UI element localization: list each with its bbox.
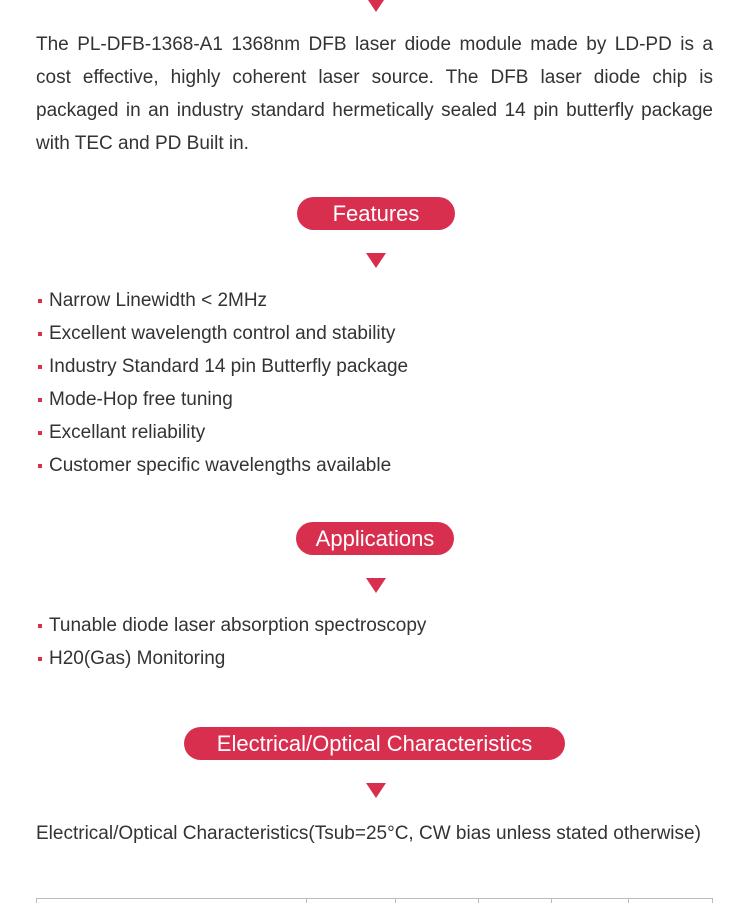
applications-arrow-icon [366,578,386,593]
bullet-icon [38,299,42,303]
list-item: Excellent wavelength control and stability [36,317,408,350]
features-arrow-icon [366,253,386,268]
list-item: Narrow Linewidth < 2MHz [36,284,408,317]
features-heading: Features [297,197,455,230]
applications-list [36,609,426,675]
list-item: Customer specific wavelengths available [36,449,408,482]
bullet-icon [38,624,42,628]
list-item: Mode-Hop free tuning [36,383,408,416]
bullet-icon [38,657,42,661]
characteristics-table [36,898,713,903]
bullet-icon [38,398,42,402]
characteristics-heading: Electrical/Optical Characteristics [184,727,565,760]
list-item: Tunable diode laser absorption spectroscopy [36,609,426,642]
bullet-icon [38,464,42,468]
bullet-icon [38,332,42,336]
features-list [36,284,408,482]
bullet-icon [38,431,42,435]
characteristics-arrow-icon [366,783,386,798]
list-item: Excellant reliability [36,416,408,449]
applications-heading: Applications [296,522,454,555]
intro-paragraph: The PL-DFB-1368-A1 1368nm DFB laser diode module made by LD-PD is a cost effective, highly coherent laser source. The DFB laser diode chip is packaged in an industry standard hermetically sealed 14 pin butterfly package with TEC and PD Built in. [36,34,713,154]
list-item: Industry Standard 14 pin Butterfly package [36,350,408,383]
characteristics-caption: Electrical/Optical Characteristics(Tsub=25°C, CW bias unless stated otherwise) [36,823,701,844]
section-arrow-icon [366,0,386,12]
bullet-icon [38,365,42,369]
list-item: H20(Gas) Monitoring [36,642,426,675]
